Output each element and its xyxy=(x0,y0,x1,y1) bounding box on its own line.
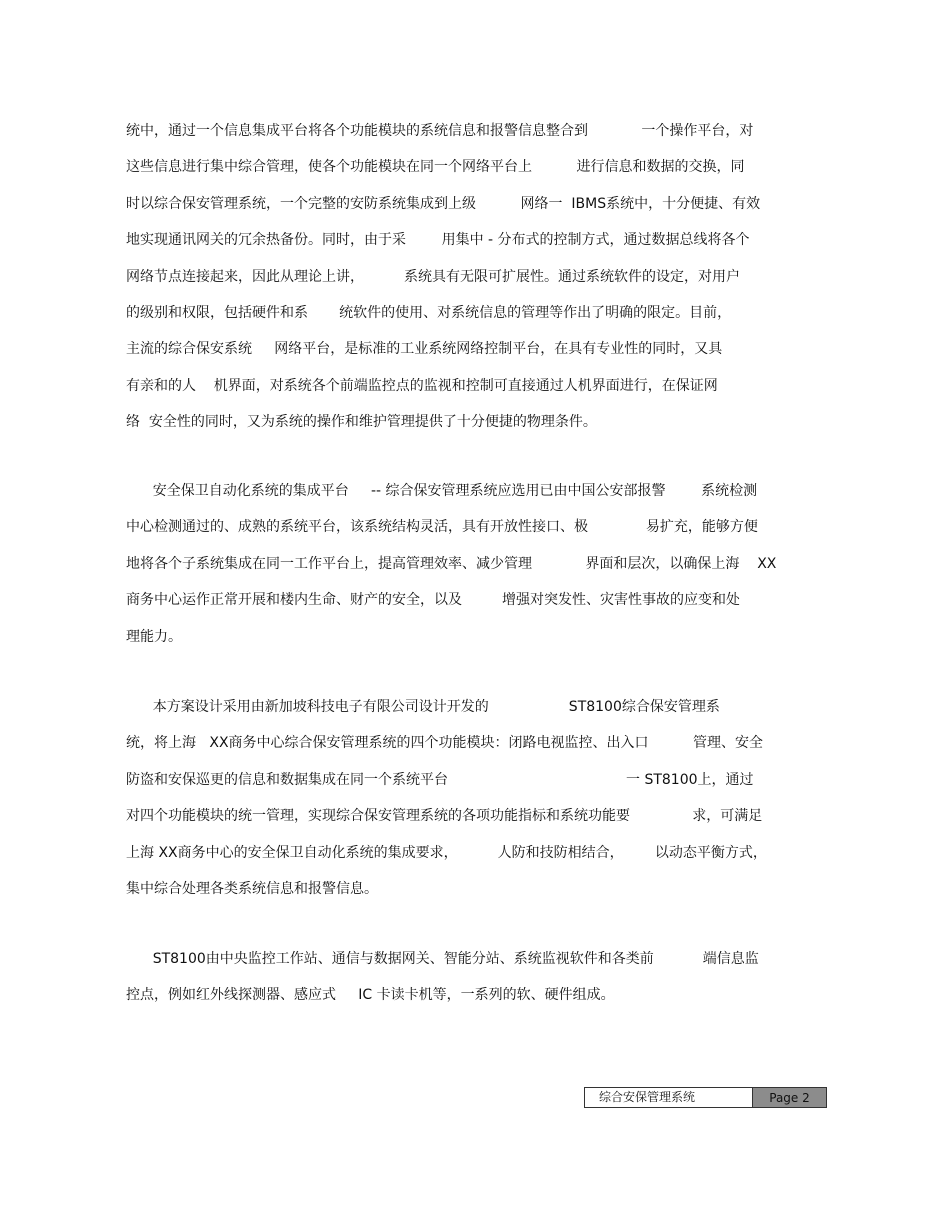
text-line: 上海 XX商务中心的安全保卫自动化系统的集成要求， 人防和技防相结合， 以动态平衡方式， xyxy=(126,844,767,861)
paragraph-3 xyxy=(126,689,826,907)
text-line: 控点，例如红外线探测器、感应式 IC 卡读卡机等，一系列的软、硬件组成。 xyxy=(126,987,615,1004)
text-line: 统中，通过一个信息集成平台将各个功能模块的系统信息和报警信息整合到 一个操作平台，对 xyxy=(126,123,754,139)
text-line: 安全保卫自动化系统的集成平台 -- 综合保安管理系统应选用已由中国公安部报警 系统检测 xyxy=(126,483,758,499)
text-line: 本方案设计采用由新加坡科技电子有限公司设计开发的 ST8100综合保安管理系 xyxy=(126,699,720,715)
text-line: 商务中心运作正常开展和楼内生命、财产的安全，以及 增强对突发性、灾害性事故的应变和处 xyxy=(126,592,741,609)
paragraph-4 xyxy=(126,941,826,1014)
text-line: 时以综合保安管理系统，一个完整的安防系统集成到上级 网络一 IBMS系统中，十分便捷、有效 xyxy=(126,195,761,212)
text-line: 防盗和安保巡更的信息和数据集成在同一个系统平台 一 ST8100上，通过 xyxy=(126,771,754,788)
text-line: 地将各个子系统集成在同一工作平台上，提高管理效率、减少管理 界面和层次，以确保上海 XX xyxy=(126,555,777,572)
text-line: ST8100由中央监控工作站、通信与数据网关、智能分站、系统监视软件和各类前 端信息监 xyxy=(126,951,759,967)
text-line: 的级别和权限，包括硬件和系 统软件的使用、对系统信息的管理等作出了明确的限定。目前， xyxy=(126,304,732,321)
page-number-badge: Page 2 xyxy=(752,1087,827,1108)
text-line: 对四个功能模块的统一管理，实现综合保安管理系统的各项功能指标和系统功能要 求，可满足 xyxy=(126,808,763,825)
text-line: 统，将上海 XX商务中心综合保安管理系统的四个功能模块：闭路电视监控、出入口 管理、安全 xyxy=(126,735,764,752)
text-line: 中心检测通过的、成熟的系统平台，该系统结构灵活，具有开放性接口、极 易扩充，能够方便 xyxy=(126,519,758,536)
text-line: 络 安全性的同时，又为系统的操作和维护管理提供了十分便捷的物理条件。 xyxy=(126,414,597,431)
text-line: 主流的综合保安系统 网络平台，是标准的工业系统网络控制平台，在具有专业性的同时，又具 xyxy=(126,341,723,358)
text-line: 网络节点连接起来，因此从理论上讲， 系统具有无限可扩展性。通过系统软件的设定，对用户 xyxy=(126,268,741,285)
text-line: 有亲和的人 机界面，对系统各个前端监控点的监视和控制可直接通过人机界面进行，在保证网 xyxy=(126,377,718,394)
paragraph-2 xyxy=(126,473,826,655)
text-line: 地实现通讯网关的冗余热备份。同时，由于采 用集中 - 分布式的控制方式，通过数据总线将各个 xyxy=(126,232,750,249)
paragraph-1 xyxy=(126,113,826,441)
footer-doc-title: 综合安保管理系统 xyxy=(584,1087,752,1108)
page-footer xyxy=(584,1087,827,1108)
text-line: 理能力。 xyxy=(126,628,182,645)
text-line: 这些信息进行集中综合管理，使各个功能模块在同一个网络平台上 进行信息和数据的交换，同 xyxy=(126,159,745,176)
text-line: 集中综合处理各类系统信息和报警信息。 xyxy=(126,880,378,897)
